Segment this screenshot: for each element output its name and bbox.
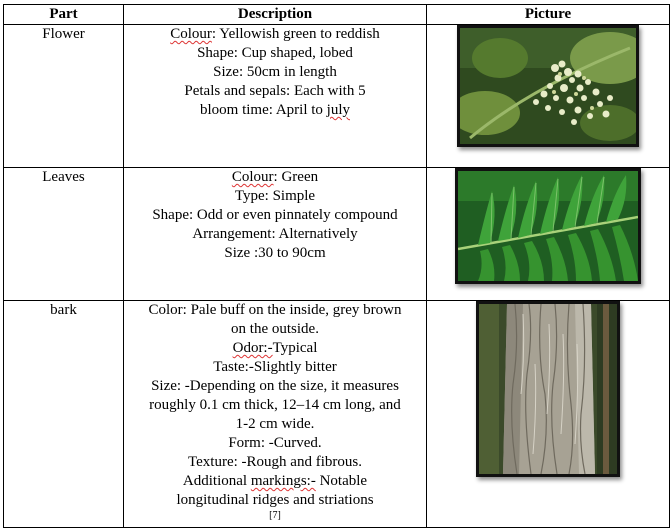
- description-cell: [124, 301, 427, 528]
- description-line: on the outside.: [231, 321, 319, 337]
- table-row-flower: [4, 25, 670, 168]
- description-line: Shape: Cup shaped, lobed: [197, 45, 353, 61]
- spell-flagged-word: Odor:-: [232, 340, 273, 356]
- description-line: Taste:-Slightly bitter: [213, 359, 337, 375]
- line-text: : Yellowish green to reddish: [211, 26, 380, 42]
- part-cell: Flower: [4, 25, 124, 168]
- line-text: bloom time: April to: [199, 102, 327, 118]
- description-line: Size: 50cm in length: [213, 64, 337, 80]
- line-text: Typical: [272, 340, 318, 356]
- description-line: Size :30 to 90cm: [224, 245, 326, 261]
- spell-flagged-word: Colour: [170, 26, 212, 42]
- line-text: Additional: [182, 473, 251, 489]
- leaves-photo: [455, 168, 641, 284]
- description-line: roughly 0.1 cm thick, 12–14 cm long, and: [149, 397, 401, 413]
- spell-flagged-word: Colour: [231, 169, 274, 185]
- citation-reference: [7]: [269, 510, 281, 521]
- spell-flagged-word: markings:-: [250, 473, 316, 489]
- table-row-leaves: [4, 168, 670, 301]
- table-row-bark: [4, 301, 670, 528]
- description-cell: [124, 25, 427, 168]
- description-line: Texture: -Rough and fibrous.: [188, 454, 362, 470]
- description-line: [128, 472, 422, 491]
- header-row: [4, 5, 670, 25]
- line-text: Notable: [315, 473, 368, 489]
- description-line: Type: Simple: [234, 188, 316, 204]
- header-description: Description: [124, 5, 427, 25]
- description-line: Arrangement: Alternatively: [192, 226, 358, 242]
- picture-cell: [427, 301, 670, 528]
- description-line: [128, 101, 422, 120]
- description-line: Petals and sepals: Each with 5: [184, 83, 366, 99]
- description-line: [128, 25, 422, 44]
- header-picture: Picture: [427, 5, 670, 25]
- description-line: Size: -Depending on the size, it measures: [151, 378, 399, 394]
- description-line: longitudinal ridges and striations: [176, 492, 374, 508]
- description-cell: [124, 168, 427, 301]
- description-line: [128, 168, 422, 187]
- header-part: Part: [4, 5, 124, 25]
- description-line: Shape: Odd or even pinnately compound: [152, 207, 398, 223]
- description-line: Form: -Curved.: [228, 435, 322, 451]
- flower-photo: [457, 25, 639, 147]
- description-line: [128, 339, 422, 358]
- spell-flagged-word: july: [326, 102, 350, 118]
- picture-cell: [427, 168, 670, 301]
- bark-photo: [476, 301, 620, 477]
- description-line: 1-2 cm wide.: [235, 416, 315, 432]
- line-text: : Green: [273, 169, 319, 185]
- description-line: Color: Pale buff on the inside, grey brown: [148, 302, 402, 318]
- part-cell: Leaves: [4, 168, 124, 301]
- plant-parts-table: [3, 4, 670, 528]
- picture-cell: [427, 25, 670, 168]
- part-cell: bark: [4, 301, 124, 528]
